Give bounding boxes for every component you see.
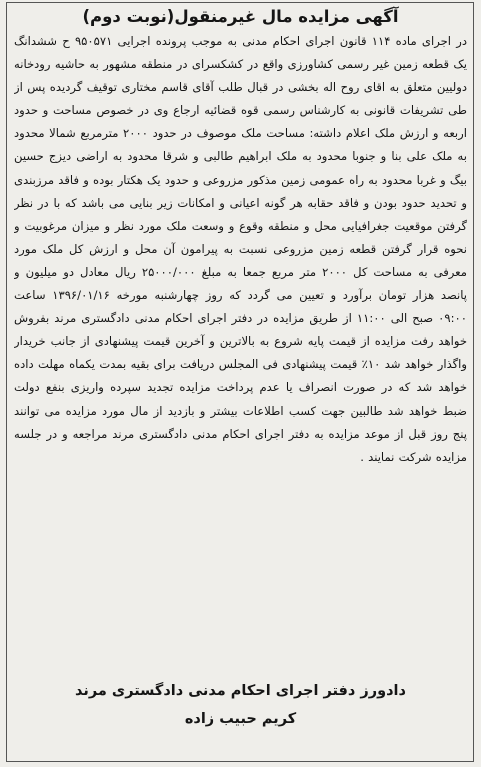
notice-issuer: دادورز دفتر اجرای احکام مدنی دادگستری مرند: [75, 683, 406, 699]
notice-signatory-name: کریم حبیب زاده: [184, 711, 297, 727]
notice-body: در اجرای ماده ۱۱۴ قانون اجرای احکام مدنی به موجب پرونده اجرایی ۹۵۰۵۷۱ ح ششدانگ یک قطعه زمین غیر رسمی کشاورزی واقع در کشکسرای در منطقه مشهور به حاشیه رودخانه دولیین متعلق به اقای روح اله بخشی در قبال طلب آقای قاسم مختاری توقیف گردیده پس از طی تشریفات قانونی به کارشناس رسمی قوه قضائیه ارجاع وی در خصوص مساحت و حدود اربعه و ارزش ملک اعلام داشته: مساحت ملک موصوف در حدود ۲۰۰۰ مترمربع شمالا محدود به ملک علی بنا و جنوبا محدود به ملک ابراهیم طالبی و شرقا محدود به اراضی دیزج حسین بیگ و غربا محدود به راه عمومی زمین مذکور مزروعی و حدود یک هکتار بوده و فاقد مرزبندی و تحدید حدود بودن و فاقد حقابه هر گونه اعیانی و امکانات زیر بنایی می باشد که با در نظر گرفتن موقعیت جغرافیایی محل و منطقه وقوع و وسعت ملک مورد نظر و میزان مرغوبیت و نحوه قرار گرفتن قطعه زمین مزروعی نسبت به پیرامون آن محل و ارزش کل ملک مورد معرفی به مساحت کل ۲۰۰۰ متر مربع جمعا به مبلغ ۲۵۰۰۰/۰۰۰ ریال معادل دو میلیون و پانصد هزار تومان برآورد و تعیین می گردد که روز چهارشنبه مورخه ۱۳۹۶/۰۱/۱۶ ساعت ۰۹:۰۰ صبح الی ۱۱:۰۰ از طریق مزایده در دفتر اجرای احکام مدنی دادگستری مرند بفروش خواهد رفت مزایده از قیمت پایه شروع به بالاترین و آخرین قیمت پیشنهادی از جانب خریدار واگذار خواهد شد ۱۰٪ قیمت پیشنهادی فی المجلس دریافت برای بقیه بمدت یکماه مهلت داده خواهد شد که در صورت انصراف یا عدم پرداخت مزایده تجدید سپرده واریزی بنفع دولت ضبط خواهد شد طالبین جهت کسب اطلاعات بیشتر و بازدید از مال مورد مزایده می توانند پنج روز قبل از موعد مزایده به دفتر اجرای احکام مدنی دادگستری مرند مراجعه و در جلسه مزایده شرکت نمایند .: [14, 34, 467, 464]
notice-title: آگهی مزایده مال غیرمنقول(نوبت دوم): [82, 7, 399, 26]
